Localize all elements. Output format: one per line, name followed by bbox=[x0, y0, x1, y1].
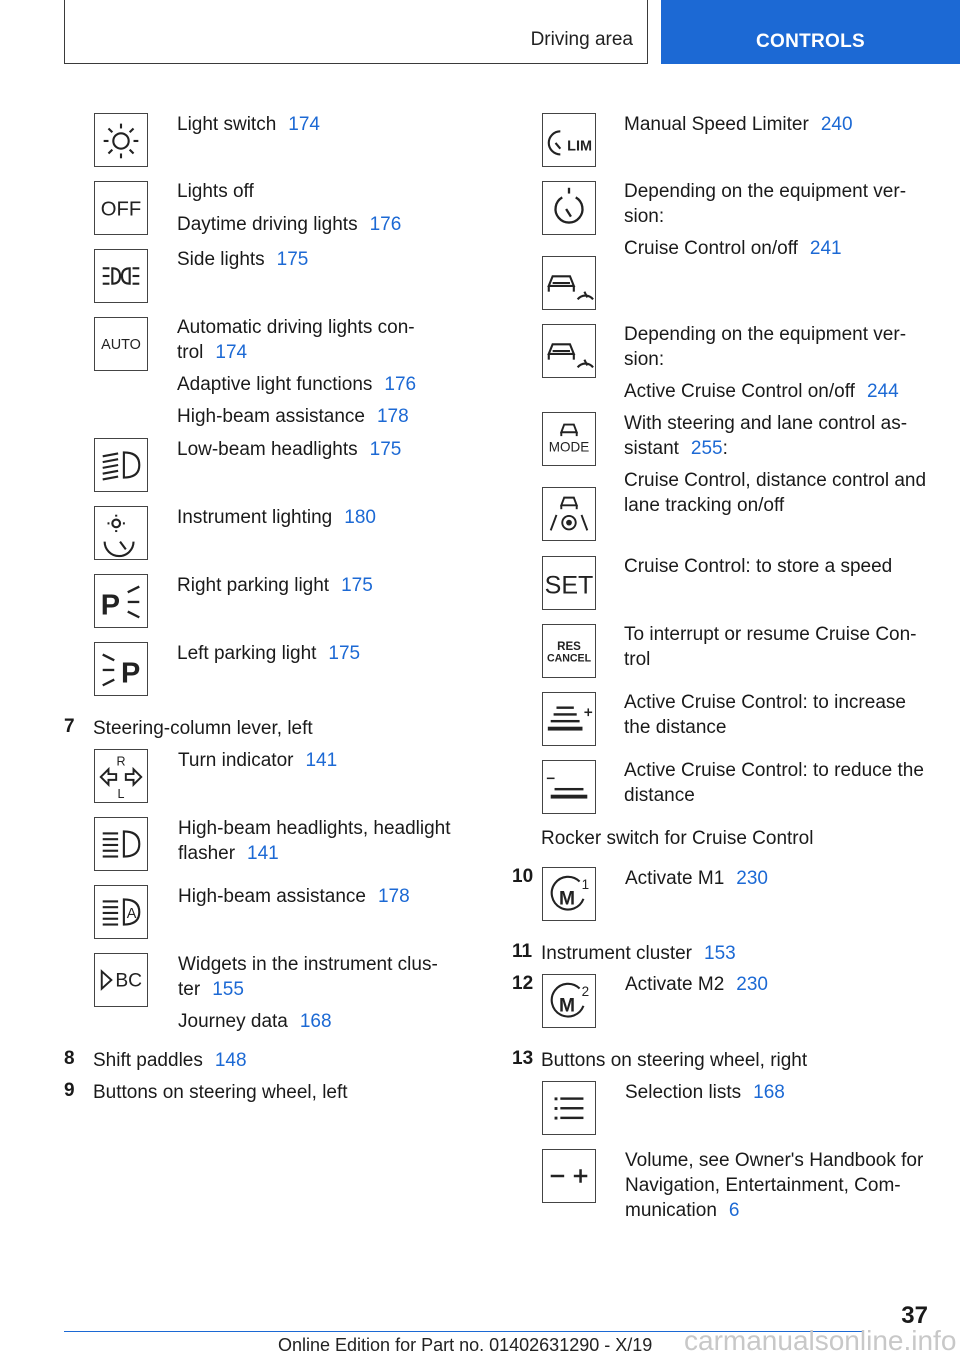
page-ref[interactable]: 178 bbox=[377, 886, 410, 907]
lights-off-label: Lights off bbox=[177, 181, 254, 202]
dep1-line1: Depending on the equipment ver- bbox=[624, 181, 907, 202]
high-beam-assist-text-2: High-beam assistance 178 bbox=[178, 886, 410, 907]
active-cruise-text: Active Cruise Control on/off 244 bbox=[624, 381, 899, 402]
turn-indicator-icon bbox=[94, 749, 148, 803]
right-parking-icon bbox=[94, 574, 148, 628]
parking-p-text: P bbox=[100, 589, 121, 622]
footer-edition: Online Edition for Part no. 01402631290 - X/19 bbox=[278, 1335, 653, 1355]
item-number: 13 bbox=[512, 1048, 534, 1069]
m2-icon bbox=[542, 974, 596, 1028]
header-section-box bbox=[64, 0, 648, 64]
dep2-line2: sion: bbox=[624, 349, 665, 370]
watermark: carmanualsonline.info bbox=[684, 1325, 957, 1356]
side-lights-text: Side lights 175 bbox=[177, 249, 309, 270]
instrument-lighting-text: Instrument lighting 180 bbox=[177, 507, 376, 528]
left-parking-icon bbox=[94, 642, 148, 696]
page-ref[interactable]: 174 bbox=[288, 114, 320, 135]
page-ref[interactable]: 175 bbox=[341, 575, 373, 596]
store-speed-text: Cruise Control: to store a speed bbox=[624, 556, 893, 577]
item-number: 8 bbox=[64, 1048, 75, 1069]
item13-label: Buttons on steering wheel, right bbox=[541, 1050, 808, 1071]
assist-a-text: A bbox=[126, 905, 137, 922]
item-number: 11 bbox=[512, 941, 533, 962]
res-cancel-icon bbox=[542, 624, 596, 678]
page-ref[interactable]: 230 bbox=[736, 868, 768, 889]
low-beam-text: Low-beam headlights 175 bbox=[177, 439, 402, 460]
auto-lights-line2: trol 174 bbox=[177, 342, 248, 363]
dec-line2: distance bbox=[624, 785, 695, 806]
item7-label: Steering-column lever, left bbox=[93, 718, 313, 739]
page-ref[interactable]: 244 bbox=[866, 381, 899, 402]
widgets-line2: ter 155 bbox=[178, 979, 244, 1000]
high-beam-assist-icon bbox=[94, 885, 148, 939]
turn-l-text: L bbox=[117, 787, 125, 802]
journey-data-text: Journey data 168 bbox=[178, 1011, 332, 1032]
adaptive-light-text: Adaptive light functions 176 bbox=[177, 374, 417, 395]
header-chapter-tab bbox=[661, 0, 960, 64]
volume-icon bbox=[542, 1149, 596, 1203]
auto-lights-line1: Automatic driving lights con- bbox=[177, 317, 415, 338]
page-ref[interactable]: 230 bbox=[736, 974, 768, 995]
item8-text: Shift paddles 148 bbox=[93, 1050, 247, 1071]
speed-limiter-icon bbox=[542, 113, 596, 167]
mode-icon-text: MODE bbox=[548, 439, 590, 455]
cruise-control-text: Cruise Control on/off 241 bbox=[624, 238, 842, 259]
cancel-icon-text: CANCEL bbox=[546, 652, 592, 665]
light-switch-icon bbox=[94, 113, 148, 167]
res-line2: trol bbox=[624, 649, 651, 670]
page-ref[interactable]: 178 bbox=[376, 406, 409, 427]
volume-line3: munication 6 bbox=[625, 1200, 740, 1221]
reduce-distance-icon bbox=[542, 760, 596, 814]
mode-icon bbox=[542, 412, 596, 466]
dep1-line2: sion: bbox=[624, 206, 665, 227]
m1-icon bbox=[542, 867, 596, 921]
high-beam-assist-text: High-beam assistance 178 bbox=[177, 406, 409, 427]
selection-lists-text: Selection lists 168 bbox=[625, 1082, 785, 1103]
header-section-title: Driving area bbox=[530, 29, 633, 50]
active-cruise-icon bbox=[542, 324, 596, 378]
cc-lane-line1: Cruise Control, distance control and bbox=[624, 470, 927, 491]
high-beam-line1: High-beam headlights, headlight bbox=[178, 818, 451, 839]
dep2-line1: Depending on the equipment ver- bbox=[624, 324, 907, 345]
turn-indicator-text: Turn indicator 141 bbox=[178, 750, 338, 771]
rocker-switch-text: Rocker switch for Cruise Control bbox=[541, 828, 814, 849]
page-ref[interactable]: 175 bbox=[276, 249, 309, 270]
cruise-car-icon bbox=[542, 256, 596, 310]
m1-digit-text: 1 bbox=[581, 877, 590, 893]
steer-line2: sistant 255: bbox=[624, 438, 728, 459]
turn-r-text: R bbox=[116, 754, 126, 769]
volume-line2: Navigation, Entertainment, Com- bbox=[625, 1175, 901, 1196]
page-ref[interactable]: 6 bbox=[728, 1200, 740, 1221]
volume-line1: Volume, see Owner's Handbook for bbox=[625, 1150, 924, 1171]
page-ref[interactable]: 176 bbox=[384, 374, 417, 395]
off-icon-text: OFF bbox=[100, 198, 142, 221]
parking-p-text: P bbox=[120, 657, 141, 690]
activate-m1-text: Activate M1 230 bbox=[625, 868, 768, 889]
page-ref[interactable]: 255 bbox=[690, 438, 723, 459]
page-ref[interactable]: 240 bbox=[820, 114, 853, 135]
cruise-control-icon bbox=[542, 181, 596, 235]
m-icon-text: M bbox=[559, 995, 576, 1017]
dec-line1: Active Cruise Control: to reduce the bbox=[624, 760, 924, 781]
cc-lane-line2: lane tracking on/off bbox=[624, 495, 785, 516]
widgets-line1: Widgets in the instrument clus- bbox=[178, 954, 438, 975]
auto-icon-text: AUTO bbox=[101, 336, 141, 353]
lights-off-icon bbox=[94, 181, 148, 235]
bc-icon bbox=[94, 953, 148, 1007]
page-ref[interactable]: 180 bbox=[344, 507, 376, 528]
low-beam-icon bbox=[94, 438, 148, 492]
header-chapter-title: CONTROLS bbox=[755, 31, 865, 52]
page-ref[interactable]: 174 bbox=[215, 342, 248, 363]
lane-assist-icon bbox=[542, 487, 596, 541]
set-icon bbox=[542, 556, 596, 610]
page-ref[interactable]: 168 bbox=[299, 1011, 332, 1032]
page-ref[interactable]: 175 bbox=[328, 643, 361, 664]
page-ref[interactable]: 175 bbox=[369, 439, 402, 460]
page-number: 37 bbox=[901, 1302, 928, 1329]
inc-line2: the distance bbox=[624, 717, 727, 738]
activate-m2-text: Activate M2 230 bbox=[625, 974, 768, 995]
page-ref[interactable]: 241 bbox=[809, 238, 842, 259]
set-icon-text: SET bbox=[544, 571, 594, 600]
page-ref[interactable]: 148 bbox=[214, 1050, 247, 1071]
page-ref[interactable]: 141 bbox=[247, 843, 279, 864]
page-ref[interactable]: 168 bbox=[753, 1082, 785, 1103]
item-number: 12 bbox=[512, 973, 534, 994]
m-icon-text: M bbox=[559, 888, 576, 910]
instrument-lighting-icon bbox=[94, 506, 148, 560]
steer-line1: With steering and lane control as- bbox=[624, 413, 908, 434]
auto-lights-icon bbox=[94, 317, 148, 371]
speed-limiter-text: Manual Speed Limiter 240 bbox=[624, 114, 853, 135]
increase-distance-icon bbox=[542, 692, 596, 746]
res-line1: To interrupt or resume Cruise Con- bbox=[624, 624, 917, 645]
left-parking-text: Left parking light 175 bbox=[177, 643, 361, 664]
lim-icon-text: LIM bbox=[567, 138, 593, 155]
bc-icon-text: BC bbox=[115, 970, 143, 992]
light-switch-text: Light switch 174 bbox=[177, 114, 320, 135]
item-number: 7 bbox=[64, 716, 75, 737]
res-icon-text: RES bbox=[557, 641, 581, 654]
daytime-lights-text: Daytime driving lights 176 bbox=[177, 214, 402, 235]
page-ref[interactable]: 176 bbox=[369, 214, 402, 235]
item-number: 9 bbox=[64, 1080, 75, 1101]
inc-line1: Active Cruise Control: to increase bbox=[624, 692, 906, 713]
instrument-cluster-text: Instrument cluster 153 bbox=[541, 943, 736, 964]
high-beam-icon bbox=[94, 817, 148, 871]
page-ref[interactable]: 155 bbox=[212, 979, 244, 1000]
m2-digit-text: 2 bbox=[581, 984, 590, 1000]
right-parking-text: Right parking light 175 bbox=[177, 575, 373, 596]
item9-label: Buttons on steering wheel, left bbox=[93, 1082, 348, 1103]
page-ref[interactable]: 153 bbox=[704, 943, 736, 964]
item-number: 10 bbox=[512, 866, 534, 887]
selection-list-icon bbox=[542, 1081, 596, 1135]
side-lights-icon bbox=[94, 249, 148, 303]
high-beam-line2: flasher 141 bbox=[178, 843, 279, 864]
page-ref[interactable]: 141 bbox=[305, 750, 338, 771]
